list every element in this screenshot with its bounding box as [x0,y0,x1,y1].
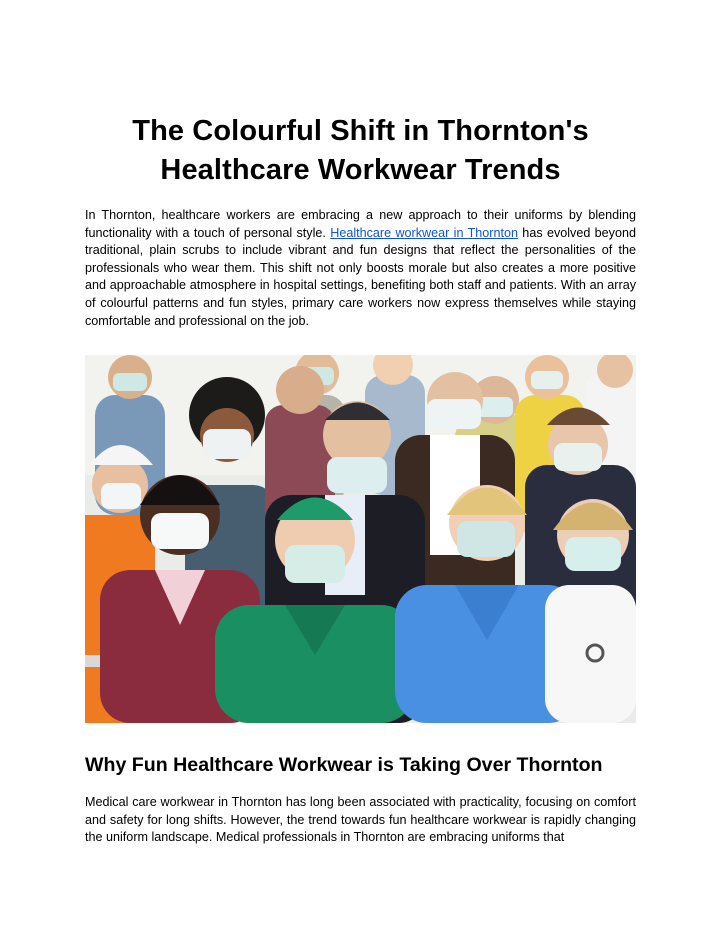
workwear-link[interactable]: Healthcare workwear in Thornton [330,225,518,240]
page-title [85,112,636,190]
title-line-1: The Colourful Shift in Thornton's [132,115,589,147]
section-paragraph: Medical care workwear in Thornton has long been associated with practicality, focusing on comfort and safety for long shifts. However, the trend towards fun healthcare workwear is rapidly changing the uniform landscape. Medical professionals in Thornton are embracing uniforms that [85,795,636,845]
intro-paragraph [85,207,636,330]
healthcare-workers-photo [85,355,636,723]
doctor-white-coat [545,499,636,723]
section-heading: Why Fun Healthcare Workwear is Taking Over Thornton [85,754,603,777]
title-line-2: Healthcare Workwear Trends [160,154,561,186]
intro-text-end: has evolved beyond traditional, plain scrubs to include vibrant and fun designs that reflect the personalities of the professionals who wear them. This shift not only boosts morale but also creates a more positive and approachable atmosphere in hospital settings, benefiting both staff and patients. With an array of colourful patterns and fun styles, primary care workers now express themselves while staying comfortable and professional on the job. [85,225,636,328]
intro-text-start: In Thornton, healthcare workers are embracing a new approach to their uniforms by blending functionality with a touch of personal style. [85,208,636,240]
document-page [85,112,636,847]
